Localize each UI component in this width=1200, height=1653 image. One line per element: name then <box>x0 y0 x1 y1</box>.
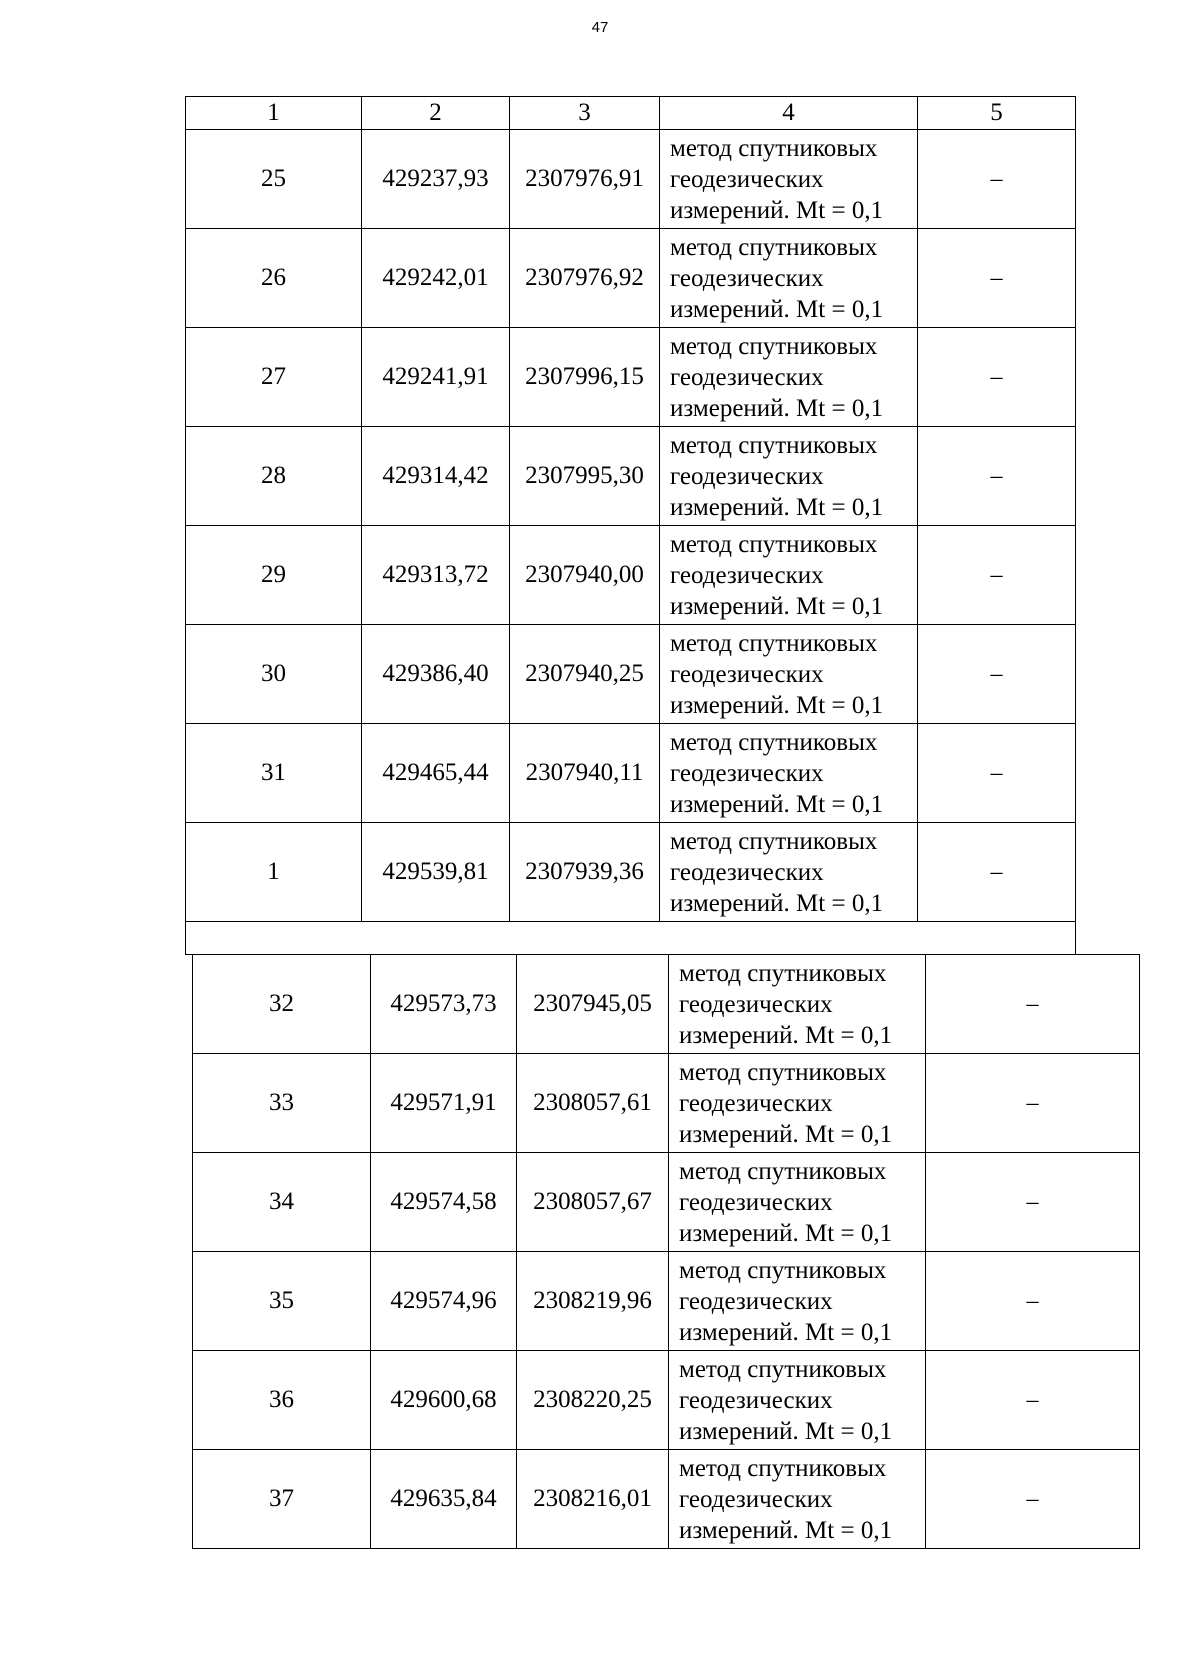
point-number-cell: 28 <box>186 427 362 526</box>
header-cell: 1 <box>186 97 362 130</box>
x-coordinate-cell: 429242,01 <box>362 229 510 328</box>
empty-separator-cell <box>186 922 1076 955</box>
column-5-cell: – <box>918 130 1076 229</box>
column-5-cell: – <box>926 1450 1140 1549</box>
point-number-cell: 30 <box>186 625 362 724</box>
y-coordinate-cell: 2307976,92 <box>510 229 660 328</box>
header-cell: 2 <box>362 97 510 130</box>
method-text-line: измерений. Mt = 0,1 <box>670 790 884 818</box>
column-5-cell: – <box>926 1054 1140 1153</box>
method-text-line: метод спутниковых <box>670 431 878 459</box>
method-text-line: геодезических <box>679 1287 833 1315</box>
method-text-line: измерений. Mt = 0,1 <box>670 493 884 521</box>
table-row <box>193 1450 1140 1549</box>
method-text-line: геодезических <box>670 462 824 490</box>
y-coordinate-cell: 2307940,25 <box>510 625 660 724</box>
method-text-line: метод спутниковых <box>670 827 878 855</box>
y-coordinate-cell: 2307940,00 <box>510 526 660 625</box>
table-row <box>193 1054 1140 1153</box>
x-coordinate-cell: 429539,81 <box>362 823 510 922</box>
column-5-cell: – <box>918 229 1076 328</box>
y-coordinate-cell: 2307996,15 <box>510 328 660 427</box>
coordinates-table <box>185 96 1076 955</box>
method-text-line: измерений. Mt = 0,1 <box>679 1417 893 1445</box>
column-5-cell: – <box>918 328 1076 427</box>
column-5-cell: – <box>926 1153 1140 1252</box>
method-text-line: метод спутниковых <box>679 1454 887 1482</box>
table-header-row <box>186 97 1076 130</box>
method-cell <box>660 625 918 724</box>
y-coordinate-cell: 2308219,96 <box>517 1252 669 1351</box>
column-5-cell: – <box>926 1351 1140 1450</box>
method-cell <box>660 724 918 823</box>
y-coordinate-cell: 2308057,67 <box>517 1153 669 1252</box>
x-coordinate-cell: 429600,68 <box>371 1351 517 1450</box>
table-row <box>186 823 1076 922</box>
point-number-cell: 29 <box>186 526 362 625</box>
method-text-line: измерений. Mt = 0,1 <box>670 889 884 917</box>
column-5-cell: – <box>918 724 1076 823</box>
method-text-line: измерений. Mt = 0,1 <box>679 1516 893 1544</box>
table-row <box>186 130 1076 229</box>
point-number-cell: 37 <box>193 1450 371 1549</box>
method-text-line: метод спутниковых <box>679 1355 887 1383</box>
method-cell <box>669 1351 926 1450</box>
x-coordinate-cell: 429241,91 <box>362 328 510 427</box>
method-text-line: измерений. Mt = 0,1 <box>670 592 884 620</box>
table-row <box>186 724 1076 823</box>
method-cell <box>660 328 918 427</box>
y-coordinate-cell: 2307945,05 <box>517 955 669 1054</box>
method-cell <box>660 130 918 229</box>
y-coordinate-cell: 2308220,25 <box>517 1351 669 1450</box>
coordinates-table-continued <box>192 954 1140 1549</box>
table-row <box>186 625 1076 724</box>
x-coordinate-cell: 429574,96 <box>371 1252 517 1351</box>
method-text-line: измерений. Mt = 0,1 <box>670 394 884 422</box>
point-number-cell: 32 <box>193 955 371 1054</box>
method-text-line: метод спутниковых <box>670 134 878 162</box>
method-cell <box>669 1054 926 1153</box>
point-number-cell: 35 <box>193 1252 371 1351</box>
method-text-line: метод спутниковых <box>679 959 887 987</box>
x-coordinate-cell: 429465,44 <box>362 724 510 823</box>
table-row <box>186 229 1076 328</box>
column-5-cell: – <box>918 625 1076 724</box>
x-coordinate-cell: 429386,40 <box>362 625 510 724</box>
method-cell <box>660 229 918 328</box>
header-cell: 4 <box>660 97 918 130</box>
point-number-cell: 25 <box>186 130 362 229</box>
method-text-line: геодезических <box>670 165 824 193</box>
column-5-cell: – <box>918 526 1076 625</box>
method-text-line: метод спутниковых <box>670 332 878 360</box>
method-text-line: измерений. Mt = 0,1 <box>670 691 884 719</box>
method-text-line: геодезических <box>670 363 824 391</box>
x-coordinate-cell: 429313,72 <box>362 526 510 625</box>
method-cell <box>660 823 918 922</box>
point-number-cell: 26 <box>186 229 362 328</box>
point-number-cell: 1 <box>186 823 362 922</box>
table-row <box>186 526 1076 625</box>
method-text-line: метод спутниковых <box>679 1058 887 1086</box>
point-number-cell: 27 <box>186 328 362 427</box>
method-text-line: измерений. Mt = 0,1 <box>670 295 884 323</box>
method-text-line: измерений. Mt = 0,1 <box>679 1318 893 1346</box>
method-cell <box>669 1252 926 1351</box>
method-text-line: измерений. Mt = 0,1 <box>679 1219 893 1247</box>
column-5-cell: – <box>918 427 1076 526</box>
point-number-cell: 31 <box>186 724 362 823</box>
x-coordinate-cell: 429314,42 <box>362 427 510 526</box>
method-text-line: геодезических <box>679 1386 833 1414</box>
point-number-cell: 34 <box>193 1153 371 1252</box>
method-text-line: геодезических <box>679 1188 833 1216</box>
table-row <box>186 427 1076 526</box>
y-coordinate-cell: 2307976,91 <box>510 130 660 229</box>
column-5-cell: – <box>926 955 1140 1054</box>
point-number-cell: 36 <box>193 1351 371 1450</box>
method-text-line: геодезических <box>670 264 824 292</box>
table-row <box>193 955 1140 1054</box>
column-5-cell: – <box>926 1252 1140 1351</box>
x-coordinate-cell: 429237,93 <box>362 130 510 229</box>
method-text-line: метод спутниковых <box>670 233 878 261</box>
x-coordinate-cell: 429574,58 <box>371 1153 517 1252</box>
table-row <box>193 1153 1140 1252</box>
y-coordinate-cell: 2308057,61 <box>517 1054 669 1153</box>
method-cell <box>669 1153 926 1252</box>
x-coordinate-cell: 429635,84 <box>371 1450 517 1549</box>
method-cell <box>660 427 918 526</box>
x-coordinate-cell: 429571,91 <box>371 1054 517 1153</box>
y-coordinate-cell: 2307995,30 <box>510 427 660 526</box>
table-row <box>193 1252 1140 1351</box>
method-text-line: геодезических <box>670 858 824 886</box>
method-text-line: измерений. Mt = 0,1 <box>679 1021 893 1049</box>
method-text-line: измерений. Mt = 0,1 <box>679 1120 893 1148</box>
point-number-cell: 33 <box>193 1054 371 1153</box>
x-coordinate-cell: 429573,73 <box>371 955 517 1054</box>
method-text-line: метод спутниковых <box>670 728 878 756</box>
header-cell: 5 <box>918 97 1076 130</box>
method-cell <box>660 526 918 625</box>
method-cell <box>669 1450 926 1549</box>
method-cell <box>669 955 926 1054</box>
header-cell: 3 <box>510 97 660 130</box>
y-coordinate-cell: 2308216,01 <box>517 1450 669 1549</box>
y-coordinate-cell: 2307939,36 <box>510 823 660 922</box>
method-text-line: метод спутниковых <box>679 1157 887 1185</box>
column-5-cell: – <box>918 823 1076 922</box>
method-text-line: геодезических <box>679 1089 833 1117</box>
method-text-line: геодезических <box>679 1485 833 1513</box>
method-text-line: метод спутниковых <box>670 530 878 558</box>
method-text-line: геодезических <box>670 561 824 589</box>
table-separator-row <box>186 922 1076 955</box>
method-text-line: геодезических <box>679 990 833 1018</box>
table-row <box>186 328 1076 427</box>
method-text-line: геодезических <box>670 759 824 787</box>
method-text-line: геодезических <box>670 660 824 688</box>
page-number: 47 <box>591 19 609 36</box>
y-coordinate-cell: 2307940,11 <box>510 724 660 823</box>
method-text-line: метод спутниковых <box>679 1256 887 1284</box>
method-text-line: измерений. Mt = 0,1 <box>670 196 884 224</box>
table-row <box>193 1351 1140 1450</box>
method-text-line: метод спутниковых <box>670 629 878 657</box>
